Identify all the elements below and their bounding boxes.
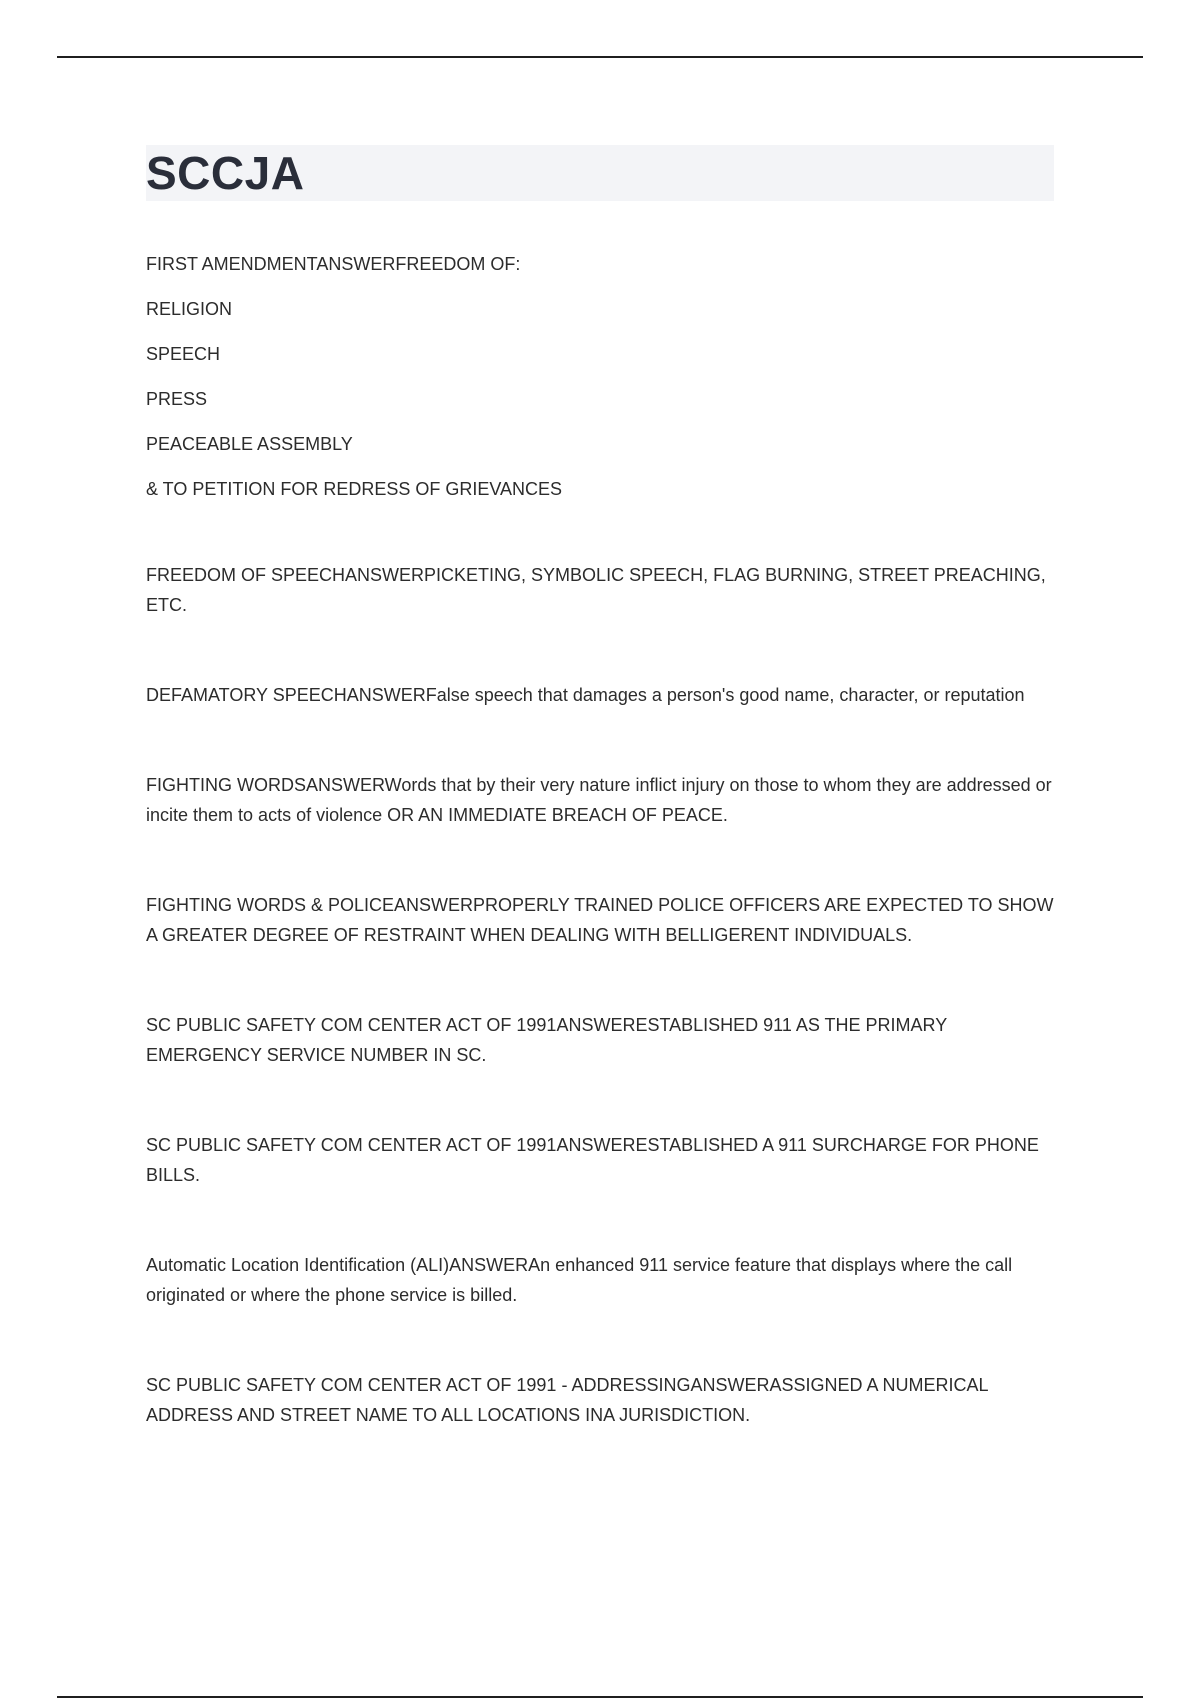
bottom-rule <box>57 1696 1143 1698</box>
qa-entry: FIGHTING WORDS & POLICEANSWERPROPERLY TRAINED POLICE OFFICERS ARE EXPECTED TO SHOW A GREATER DEGREE OF RESTRAINT WHEN DEALING WITH BELLIGERENT INDIVIDUALS. <box>146 895 1054 945</box>
qa-entry: SC PUBLIC SAFETY COM CENTER ACT OF 1991ANSWERESTABLISHED A 911 SURCHARGE FOR PHONE BILLS. <box>146 1135 1039 1185</box>
first-block-line: RELIGION <box>146 299 233 319</box>
first-block-line: FIRST AMENDMENTANSWERFREEDOM OF: <box>146 254 521 274</box>
first-block-line: PRESS <box>146 389 208 409</box>
document-page <box>146 145 1054 1430</box>
qa-entry: Automatic Location Identification (ALI)ANSWERAn enhanced 911 service feature that displays where the call originated or where the phone service is billed. <box>146 1255 1013 1305</box>
qa-entry: FREEDOM OF SPEECHANSWERPICKETING, SYMBOLIC SPEECH, FLAG BURNING, STREET PREACHING, ETC. <box>146 565 1046 615</box>
top-rule <box>57 56 1143 58</box>
qa-entry: DEFAMATORY SPEECHANSWERFalse speech that damages a person's good name, character, or reputation <box>146 685 1025 705</box>
first-block-line: PEACEABLE ASSEMBLY <box>146 434 353 454</box>
first-amendment-block <box>146 249 1054 504</box>
first-block-line: SPEECH <box>146 344 221 364</box>
qa-entry: SC PUBLIC SAFETY COM CENTER ACT OF 1991 - ADDRESSINGANSWERASSIGNED A NUMERICAL ADDRESS AND STREET NAME TO ALL LOCATIONS INA JURISDICTION. <box>146 1375 988 1425</box>
qa-entry: FIGHTING WORDSANSWERWords that by their very nature inflict injury on those to whom they are addressed or incite them to acts of violence OR AN IMMEDIATE BREACH OF PEACE. <box>146 775 1052 825</box>
qa-entries <box>146 560 1054 1430</box>
qa-entry: SC PUBLIC SAFETY COM CENTER ACT OF 1991ANSWERESTABLISHED 911 AS THE PRIMARY EMERGENCY SERVICE NUMBER IN SC. <box>146 1015 947 1065</box>
first-block-line: & TO PETITION FOR REDRESS OF GRIEVANCES <box>146 479 563 499</box>
document-title: SCCJA <box>146 147 305 199</box>
title-bar <box>146 145 1054 201</box>
